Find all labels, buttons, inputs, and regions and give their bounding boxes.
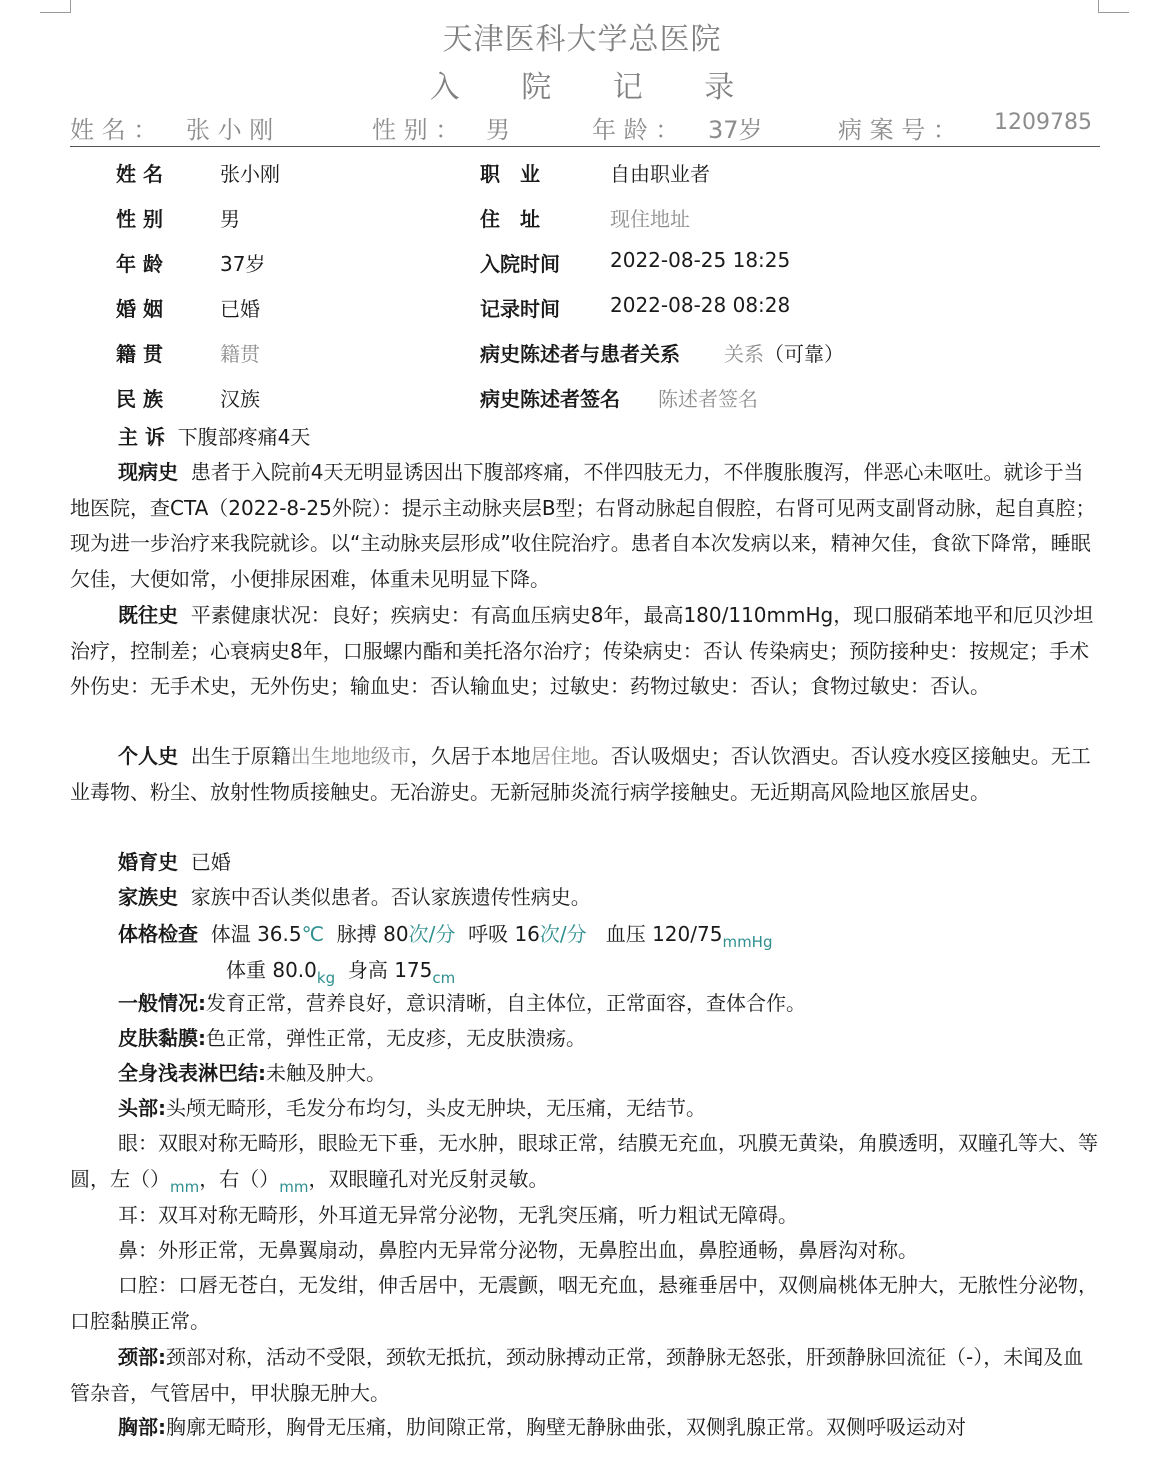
- eye-exam-pre: 眼：双眼对称无畸形，眼睑无下垂，无水肿，眼球正常，结膜无充血，巩膜无黄染，角膜透明，双瞳孔等大、等圆，左（）: [70, 1131, 1098, 1191]
- mouth-exam: [70, 1268, 1100, 1339]
- height-value: 175: [394, 958, 433, 982]
- family-history: [70, 880, 1100, 916]
- page-corner-mark-right: [1098, 0, 1129, 13]
- bp-value: 120/75: [652, 922, 723, 946]
- chief-complaint-label: 主 诉: [118, 425, 165, 449]
- info-relation-value-group: [724, 338, 844, 367]
- resp-value: 16: [514, 922, 540, 946]
- eye-exam-post: ，双眼瞳孔对光反射灵敏。: [308, 1166, 549, 1191]
- info-native-label: 籍 贯: [116, 342, 163, 366]
- info-marriage-label: 婚 姻: [116, 297, 163, 321]
- info-relation-suffix: （可靠）: [764, 342, 844, 366]
- ear-exam: [70, 1198, 1100, 1234]
- info-signature-label: 病史陈述者签名: [480, 387, 620, 411]
- personal-history-residence: 居住地: [530, 744, 591, 768]
- weight-value: 80.0: [272, 958, 317, 982]
- info-address-label: 住 址: [480, 207, 540, 231]
- info-signature-value: 陈述者签名: [658, 387, 758, 411]
- info-relation-label: 病史陈述者与患者关系: [480, 342, 680, 366]
- info-name-label: 姓 名: [116, 162, 163, 186]
- head-exam: [70, 1091, 1100, 1127]
- header-name-value: 张 小 刚: [186, 116, 274, 144]
- personal-history: [70, 739, 1100, 810]
- lymph-nodes-text: 未触及肿大。: [266, 1061, 386, 1085]
- present-illness: [70, 455, 1100, 597]
- info-record-label: 记录时间: [480, 297, 560, 321]
- ear-exam-text: 耳：双耳对称无畸形，外耳道无异常分泌物，无乳突压痛，听力粗试无障碍。: [118, 1203, 798, 1227]
- marital-history-text: 已婚: [190, 850, 231, 874]
- header-age-label: 年 龄 ：: [592, 116, 680, 144]
- chest-exam-label: 胸部:: [118, 1415, 166, 1439]
- header-name-label: 姓 名 ：: [70, 116, 158, 144]
- pulse-value: 80: [383, 922, 409, 946]
- weight-unit: kg: [316, 969, 336, 987]
- chief-complaint: [70, 420, 1100, 456]
- personal-history-label: 个人史: [118, 744, 178, 768]
- family-history-text: 家族中否认类似患者。否认家族遗传性病史。: [190, 885, 591, 909]
- chest-exam: [70, 1410, 1100, 1446]
- lymph-nodes: [70, 1056, 1100, 1092]
- neck-exam-text: 颈部对称，活动不受限，颈软无抵抗，颈动脉搏动正常，颈静脉无怒张，肝颈静脉回流征（-），未闻及血管杂音，气管居中，甲状腺无肿大。: [70, 1345, 1084, 1405]
- present-illness-label: 现病史: [118, 460, 178, 484]
- info-ethnic-label: 民 族: [116, 387, 163, 411]
- marital-history-label: 婚育史: [118, 850, 178, 874]
- head-exam-text: 头颅无畸形，毛发分布均匀，头皮无肿块，无压痛，无结节。: [166, 1096, 706, 1120]
- past-history: [70, 598, 1100, 705]
- header-case-value: 1209785: [994, 110, 1092, 135]
- lymph-nodes-label: 全身浅表淋巴结:: [118, 1061, 266, 1085]
- mouth-exam-text: 口腔：口唇无苍白，无发绀，伸舌居中，无震颤，咽无充血，悬雍垂居中，双侧扁桃体无肿大，无脓性分泌物，口腔黏膜正常。: [70, 1273, 1098, 1333]
- physical-exam-label: 体格检查: [118, 922, 198, 946]
- vitals-row-1: [70, 917, 1100, 955]
- bp-label: 血压: [605, 922, 646, 946]
- info-name-value: 张小刚: [220, 162, 280, 186]
- chest-exam-text: 胸廓无畸形，胸骨无压痛，肋间隙正常，胸壁无静脉曲张，双侧乳腺正常。双侧呼吸运动对: [166, 1415, 966, 1439]
- info-ethnic-value: 汉族: [220, 387, 260, 411]
- info-age-value: 37岁: [220, 252, 266, 276]
- info-relation-value: 关系: [724, 342, 764, 366]
- info-record-value: 2022-08-28 08:28: [610, 293, 791, 317]
- chief-complaint-text: 下腹部疼痛4天: [177, 425, 311, 449]
- info-occupation-label: 职 业: [480, 162, 540, 186]
- eye-exam-mid: ，右（）: [199, 1166, 280, 1191]
- info-admit-value: 2022-08-25 18:25: [610, 248, 791, 272]
- general-condition-label: 一般情况:: [118, 991, 206, 1015]
- skin-mucosa-text: 色正常，弹性正常，无皮疹，无皮肤溃疡。: [206, 1026, 586, 1050]
- temp-value: 36.5: [257, 922, 302, 946]
- pulse-label: 脉搏: [336, 922, 377, 946]
- nose-exam: [70, 1233, 1100, 1269]
- nose-exam-text: 鼻：外形正常，无鼻翼扇动，鼻腔内无异常分泌物，无鼻腔出血，鼻腔通畅，鼻唇沟对称。: [118, 1238, 918, 1262]
- header-sex-value: 男: [486, 116, 510, 144]
- general-condition-text: 发育正常，营养良好，意识清晰，自主体位，正常面容，查体合作。: [206, 991, 806, 1015]
- resp-unit: 次/分: [539, 922, 587, 946]
- personal-history-mid: ，久居于本地: [410, 744, 531, 768]
- family-history-label: 家族史: [118, 885, 178, 909]
- info-sex-label: 性 别: [116, 207, 163, 231]
- info-marriage-value: 已婚: [220, 297, 260, 321]
- skin-mucosa: [70, 1021, 1100, 1057]
- info-native-value: 籍贯: [220, 342, 260, 366]
- height-label: 身高: [347, 958, 388, 982]
- skin-mucosa-label: 皮肤黏膜:: [118, 1026, 206, 1050]
- past-history-text: 平素健康状况：良好；疾病史：有高血压病史8年，最高180/110mmHg，现口服硝苯地平和厄贝沙坦治疗，控制差；心衰病史8年，口服螺内酯和美托洛尔治疗；传染病史：否认 传染病史；预防接种史：按规定；手术外伤史：无手术史，无外伤史；输血史：否认输血史；过敏史：药物过敏史：否认；食物过敏史：否认。: [70, 603, 1094, 698]
- weight-label: 体重: [226, 958, 266, 982]
- info-age-label: 年 龄: [116, 252, 163, 276]
- personal-history-post: 。否认吸烟史；否认饮酒史。否认疫水疫区接触史。无工业毒物、粉尘、放射性物质接触史。无冶游史。无新冠肺炎流行病学接触史。无近期高风险地区旅居史。: [70, 744, 1091, 804]
- temp-label: 体温: [210, 922, 251, 946]
- document-title: 入 院 记 录: [429, 70, 761, 105]
- info-address-value: 现住地址: [610, 207, 690, 231]
- neck-exam: [70, 1340, 1100, 1411]
- pulse-unit: 次/分: [408, 922, 456, 946]
- header-age-value: 37岁: [708, 116, 763, 144]
- vitals-row-2: [70, 953, 1100, 991]
- marital-history: [70, 845, 1100, 881]
- past-history-label: 既往史: [118, 603, 178, 627]
- bp-unit: mmHg: [722, 933, 773, 951]
- eye-exam: [70, 1126, 1100, 1199]
- eye-right-unit: mm: [279, 1177, 309, 1196]
- personal-history-birthplace: 出生地地级市: [290, 744, 411, 768]
- general-condition: [70, 986, 1100, 1022]
- neck-exam-label: 颈部:: [118, 1345, 166, 1369]
- height-unit: cm: [432, 969, 456, 987]
- info-occupation-value: 自由职业者: [610, 162, 710, 186]
- eye-left-unit: mm: [170, 1177, 200, 1196]
- header-divider: [70, 146, 1100, 147]
- hospital-title: 天津医科大学总医院: [442, 22, 722, 57]
- present-illness-text: 患者于入院前4天无明显诱因出下腹部疼痛，不伴四肢无力，不伴腹胀腹泻，伴恶心未呕吐。就诊于当地医院，查CTA（2022-8-25外院）：提示主动脉夹层B型；右肾动脉起自假腔，右肾可见两支副肾动脉，起自真腔；现为进一步治疗来我院就诊。以“主动脉夹层形成”收住院治疗。患者自本次发病以来，精神欠佳，食欲下降常，睡眠欠佳，大便如常，小便排尿困难，体重未见明显下降。: [70, 460, 1096, 591]
- personal-history-pre: 出生于原籍: [190, 744, 291, 768]
- info-sex-value: 男: [220, 207, 240, 231]
- head-exam-label: 头部:: [118, 1096, 166, 1120]
- header-sex-label: 性 别 ：: [372, 116, 460, 144]
- resp-label: 呼吸: [468, 922, 509, 946]
- temp-unit: ℃: [301, 922, 325, 946]
- info-admit-label: 入院时间: [480, 252, 560, 276]
- page-corner-mark-left: [40, 0, 71, 13]
- header-case-label: 病 案 号 ：: [838, 116, 957, 144]
